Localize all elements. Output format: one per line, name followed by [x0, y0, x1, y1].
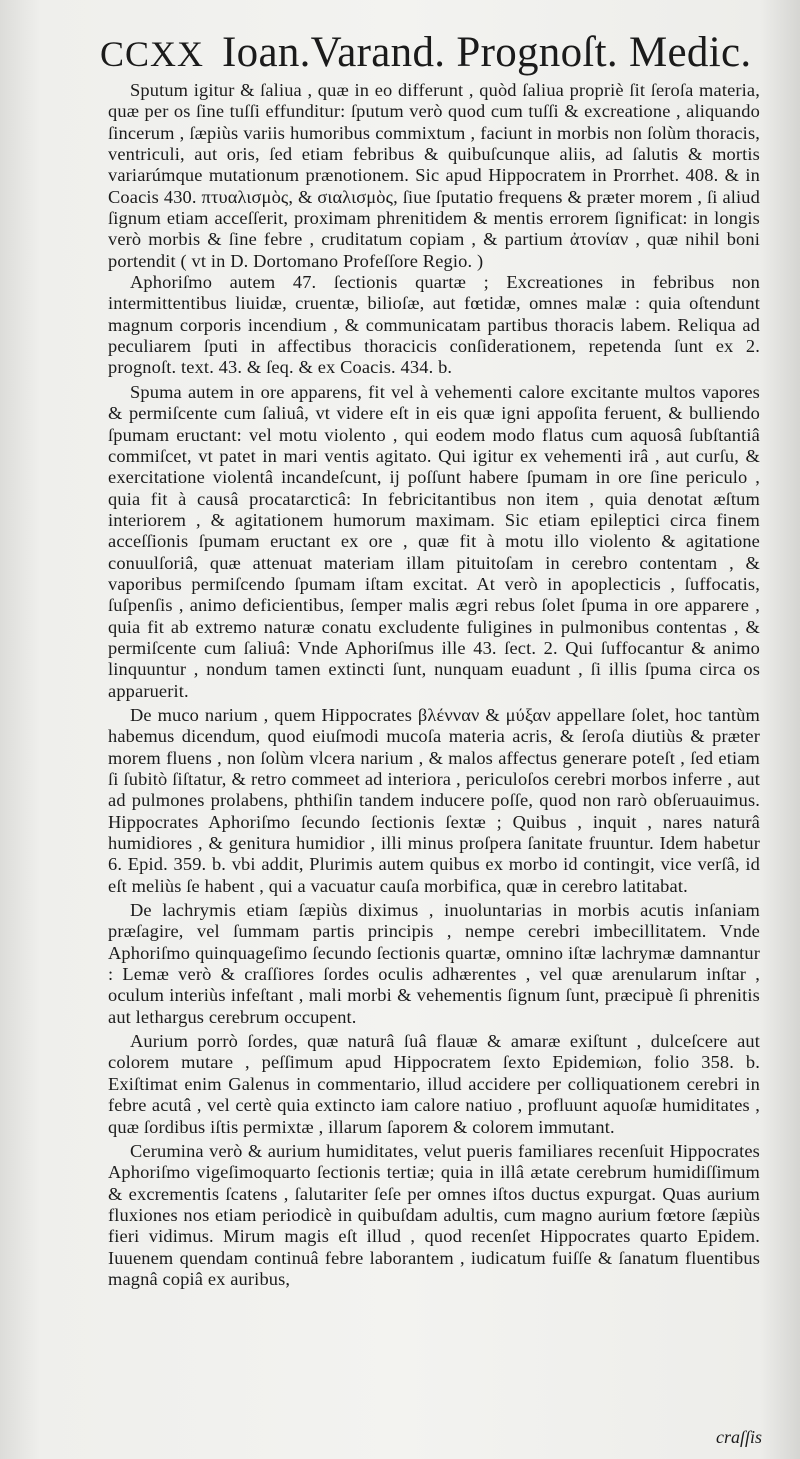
paragraph-aphorismo: Aphoriſmo autem 47. ſectionis quartæ ; Excreationes in febribus non intermittentibus liuidæ, cruentæ, bilioſæ, aut fœtidæ, omnes malæ : quia oſtendunt magnum corporis incendium , & communicatam partibus thoracis labem. Reliqua ad peculiarem ſputi in affectibus thoracicis conſiderationem, repetenda ſunt ex 2. prognoſt. text. 43. & ſeq. & ex Coacis. 434. b.: [108, 272, 760, 378]
page-body: [108, 80, 760, 1290]
page-number: CCXX: [100, 34, 205, 74]
catchword: craſſis: [715, 1427, 762, 1447]
paragraph-lachrymis: De lachrymis etiam ſæpiùs diximus , inuoluntarias in morbis acutis inſaniam præſagire, vel ſummam partis principis , nempe cerebri imbecillitatem. Vnde Aphoriſmo quinquageſimo ſecundo ſectionis quartæ, omnino iſtæ lachrymæ damnantur : Lemæ verò & craſſiores ſordes oculis adhærentes , vel quæ arenularum inſtar , oculum interiùs infeſtant , mali morbi & vehementis ſignum ſunt, præcipuè ſi phrenitis aut lethargus cerebrum occupent.: [108, 900, 760, 1027]
paragraph-spuma: Spuma autem in ore apparens, fit vel à vehementi calore excitante multos vapores & permiſcente cum ſaliuâ, vt videre eſt in eis quæ igni appoſita feruent, & bulliendo ſpumam eructant: vel motu violento , qui eodem modo flatus cum aquosâ ſubſtantiâ commiſcet, vt patet in mari ventis agitato. Qui igitur ex vehementi irâ , aut curſu, & exercitatione violentâ incandeſcunt, ij poſſunt habere ſpumam in ore ſine periculo , quia fit à causâ procatarcticâ: In febricitantibus non item , quia denotat æſtum interiorem , & agitationem humorum maximam. Sic etiam epileptici circa finem acceſſionis ſpumam eructant ex ore , quæ fit à motu illo violento & agitatione conuulſoriâ, quæ attenuat materiam illam pituitoſam in cerebro contentam , & vaporibus permiſcendo ſpumam iſtam excitat. At verò in apoplecticis , ſuffocatis, ſuſpenſis , animo deficientibus, ſemper malis ægri rebus ſolet ſpuma in ore apparere , quia fit ab extremo naturæ conatu excludente fuligines in pulmonibus contentas , & permiſcente cum ſaliuâ: Vnde Aphoriſmus ille 43. ſect. 2. Qui ſuffocantur & animo linquuntur , nondum tamen extincti ſunt, nunquam euadunt , ſi illis ſpuma circa os apparuerit.: [108, 381, 760, 701]
paragraph-aurium: Aurium porrò ſordes, quæ naturâ ſuâ flauæ & amaræ exiſtunt , dulceſcere aut colorem mutare , peſſimum apud Hippocratem ſexto Epidemiωn, folio 358. b. Exiſtimat enim Galenus in commentario, illud accidere per colliquationem cerebri in febre acutâ , vel certè quia extincto iam calore natiuo , profluunt aquoſæ humiditates , quæ ſordibus iſtis permixtæ , illarum ſaporem & colorem immutant.: [108, 1031, 760, 1137]
paragraph-cerumina: Cerumina verò & aurium humiditates, velut pueris familiares recenſuit Hippocrates Aphoriſmo vigeſimoquarto ſectionis tertiæ; quia in illâ ætate cerebrum humidiſſimum & excrementis ſcatens , ſalutariter ſeſe per omnes iſtos ductus expurgat. Quas aurium fluxiones nos etiam periodicè in quibuſdam adultis, cum magno aurium fœtore ſæpiùs fieri vidimus. Mirum magis eſt illud , quod recenſet Hippocrates quarto Epidem. Iuuenem quendam continuâ febre laborantem , iudicatum fuiſſe & ſanatum fluentibus magnâ copiâ ex auribus,: [108, 1140, 760, 1289]
paragraph-sputum: Sputum igitur & ſaliua , quæ in eo differunt , quòd ſaliua propriè ſit ſeroſa materia, quæ per os ſine tuſſi effunditur: ſputum verò quod cum tuſſi & excreatione , aliquando ſincerum , ſæpiùs variis humoribus commixtum , faciunt in morbis non ſolùm thoracis, ventriculi, aut oris, ſed etiam febribus & quibuſcunque aliis, ad ſalutis & mortis variarúmque mutationum prænotionem. Sic apud Hippocratem in Prorrhet. 408. & in Coacis 430. πτυαλισμὸς, & σιαλισμὸς, ſiue ſputatio frequens & præter morem , ſi aliud ſignum etiam acceſſerit, proximam phrenitidem & mentis errorem ſignificat: in longis verò morbis & ſine febre , cruditatum copiam , & partium ἀτονίαν , quæ nihil boni portendit ( vt in D. Dortomano Profeſſore Regio. ): [108, 80, 760, 271]
paragraph-muco-narium: De muco narium , quem Hippocrates βλένναν & μύξαν appellare ſolet, hoc tantùm habemus dicendum, quod eiuſmodi mucoſa materia acris, & ſeroſa diutiùs & præter morem fluens , non ſolùm vlcera narium , & malos affectus generare poteſt , ſed etiam ſi ſubitò ſiſtatur, & retro commeet ad interiora , periculoſos cerebri morbos inferre , aut ad pulmones prolabens, phthiſin tandem inducere poſſe, quod non rarò obſeruauimus. Hippocrates Aphoriſmo ſecundo ſectionis ſextæ ; Quibus , inquit , nares naturâ humidiores , & genitura humidior , illi minus proſpera ſanitate fruuntur. Idem habetur 6. Epid. 359. b. vbi addit, Plurimis autem quibus ex morbo id contingit, vice verſâ, id eſt meliùs ſe habent , qui a vacuatur cauſa morbifica, quæ in cerebro latitabat.: [108, 704, 760, 896]
running-header: [100, 28, 770, 79]
running-title: Ioan.Varand. Prognoſt. Medic.: [222, 29, 752, 76]
